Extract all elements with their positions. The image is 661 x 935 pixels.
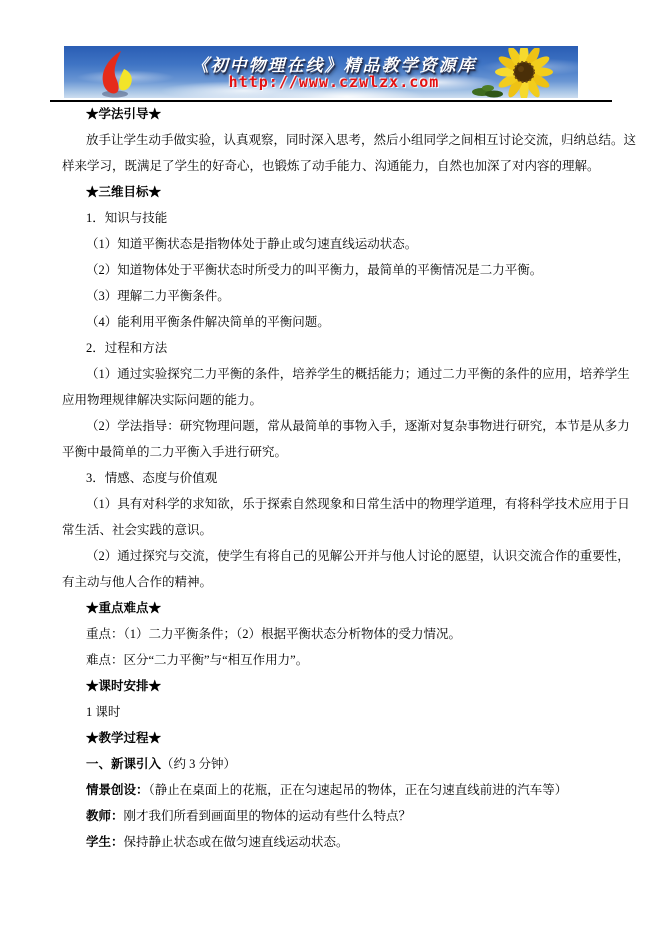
line-text: 重点：（1）二力平衡条件；（2）根据平衡状态分析物体的受力情况。 bbox=[86, 627, 462, 641]
text-line bbox=[62, 621, 618, 647]
text-line bbox=[62, 751, 618, 777]
line-text: （1）通过实验探究二力平衡的条件，培养学生的概括能力；通过二力平衡的条件的应用，培养学生 bbox=[86, 367, 630, 381]
text-line bbox=[62, 803, 618, 829]
line-text: 有主动与他人合作的精神。 bbox=[62, 575, 213, 589]
line-text: （2）通过探究与交流，使学生有将自己的见解公开并与他人讨论的愿望，认识交流合作的重要性， bbox=[86, 549, 630, 563]
line-text: 保持静止状态或在做匀速直线运动状态。 bbox=[123, 835, 349, 849]
line-text: 平衡中最简单的二力平衡入手进行研究。 bbox=[62, 445, 288, 459]
line-text: 1 课时 bbox=[86, 705, 121, 719]
text-line bbox=[62, 569, 618, 595]
text-line bbox=[62, 413, 630, 439]
heading-line bbox=[62, 725, 618, 751]
site-logo-icon bbox=[94, 49, 140, 98]
line-text: （2）知道物体处于平衡状态时所受力的叫平衡力，最简单的平衡情况是二力平衡。 bbox=[86, 263, 543, 277]
sunflower-icon bbox=[488, 48, 554, 98]
line-text: ★教学过程★ bbox=[86, 731, 162, 745]
text-line bbox=[62, 127, 637, 153]
line-text: 1．知识与技能 bbox=[86, 211, 168, 225]
line-text: 学生： bbox=[86, 835, 124, 849]
line-text: （1）知道平衡状态是指物体处于静止或匀速直线运动状态。 bbox=[86, 237, 418, 251]
line-text: ★课时安排★ bbox=[86, 679, 162, 693]
line-text: 2．过程和方法 bbox=[86, 341, 168, 355]
heading-line bbox=[62, 101, 618, 127]
text-line bbox=[62, 699, 618, 725]
text-line bbox=[62, 153, 618, 179]
text-line bbox=[62, 647, 618, 673]
text-line bbox=[62, 517, 618, 543]
line-text: （约 3 分钟） bbox=[161, 757, 237, 771]
line-text: （1）具有对科学的求知欲，乐于探索自然现象和日常生活中的物理学道理，有将科学技术应用于日 bbox=[86, 497, 630, 511]
text-line bbox=[62, 335, 618, 361]
line-text: 难点：区分“二力平衡”与“相互作用力”。 bbox=[86, 653, 309, 667]
text-line bbox=[62, 829, 618, 855]
text-line bbox=[62, 777, 618, 803]
text-line bbox=[62, 491, 630, 517]
line-text: 样来学习，既满足了学生的好奇心，也锻炼了动手能力、沟通能力，自然也加深了对内容的理解。 bbox=[62, 159, 600, 173]
heading-line bbox=[62, 595, 618, 621]
line-text: （4）能利用平衡条件解决简单的平衡问题。 bbox=[86, 315, 330, 329]
line-text: 情景创设： bbox=[86, 783, 149, 797]
text-line bbox=[62, 205, 618, 231]
line-text: （2）学法指导：研究物理问题，常从最简单的事物入手，逐渐对复杂事物进行研究，本节是从多力 bbox=[86, 419, 630, 433]
line-text: 应用物理规律解决实际问题的能力。 bbox=[62, 393, 263, 407]
banner-title: 《初中物理在线》精品教学资源库 bbox=[191, 56, 477, 75]
line-text: 放手让学生动手做实验，认真观察，同时深入思考，然后小组同学之间相互讨论交流，归纳总结。这 bbox=[86, 133, 637, 147]
heading-line bbox=[62, 673, 618, 699]
text-line bbox=[62, 361, 630, 387]
line-text: 3．情感、态度与价值观 bbox=[86, 471, 218, 485]
text-line bbox=[62, 387, 618, 413]
line-text: 常生活、社会实践的意识。 bbox=[62, 523, 213, 537]
text-line bbox=[62, 257, 618, 283]
line-text: （静止在桌面上的花瓶，正在匀速起吊的物体，正在匀速直线前进的汽车等） bbox=[148, 783, 568, 797]
text-line bbox=[62, 309, 618, 335]
line-text: 刚才我们所看到画面里的物体的运动有些什么特点？ bbox=[123, 809, 412, 823]
banner-url: http://www.czwlzx.com bbox=[228, 73, 440, 91]
text-line bbox=[62, 439, 618, 465]
line-text: ★重点难点★ bbox=[86, 601, 162, 615]
line-text: 教师： bbox=[86, 809, 124, 823]
heading-line bbox=[62, 179, 618, 205]
text-line bbox=[62, 231, 618, 257]
text-line bbox=[62, 465, 618, 491]
document-body bbox=[62, 101, 637, 855]
line-text: ★学法引导★ bbox=[86, 107, 162, 121]
line-text: （3）理解二力平衡条件。 bbox=[86, 289, 230, 303]
text-line bbox=[62, 543, 630, 569]
line-text: 一、新课引入 bbox=[86, 757, 162, 771]
text-line bbox=[62, 283, 618, 309]
site-banner bbox=[64, 46, 578, 98]
line-text: ★三维目标★ bbox=[86, 185, 162, 199]
